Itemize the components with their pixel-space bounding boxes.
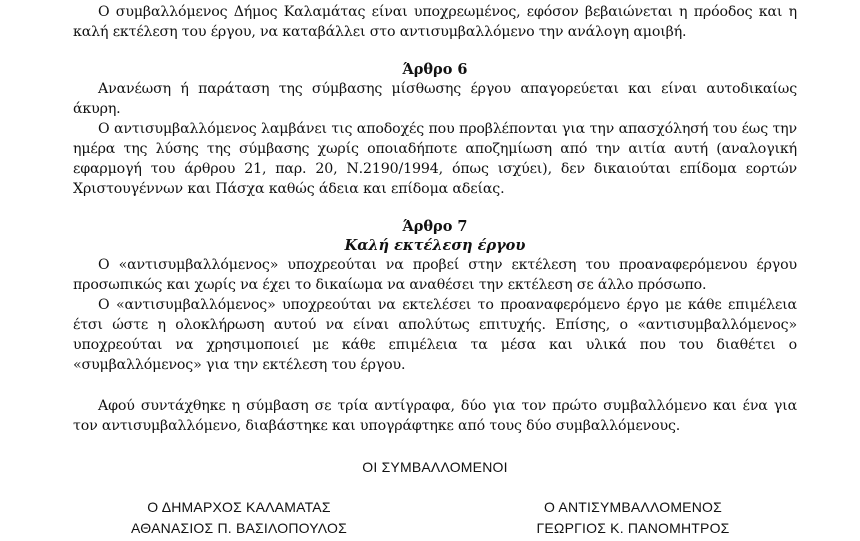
article-7-paragraph-1: Ο «αντισυμβαλλόμενος» υποχρεούται να προβεί στην εκτέλεση του προαναφερόμενου έργου προσωπικώς και χωρίς να έχει το δικαίωμα να αναθέσει την εκτέλεση σε άλλο πρόσωπο.: [73, 257, 797, 293]
signatories-title: ΟΙ ΣΥΜΒΑΛΛΟΜΕΝΟΙ: [362, 459, 508, 475]
article-6-paragraph-2: Ο αντισυμβαλλόμενος λαμβάνει τις αποδοχές που προβλέπονται για την απασχόλησή του έως την ημέρα της λύσης της σύμβασης χωρίς οποιαδήποτε αποζημίωση από την αιτία αυτή (αναλογική εφαρμογή του άρθρου 21, παρ. 20, Ν.2190/1994, όπως ισχύει), δεν δικαιούται επίδομα εορτών Χριστουγέννων και Πάσχα καθώς άδεια και επίδομα αδείας.: [73, 121, 797, 197]
article-6: [73, 60, 797, 199]
spacer: [73, 436, 797, 457]
contractor-name: ΓΕΩΡΓΙΟΣ Κ. ΠΑΝΟΜΗΤΡΟΣ: [536, 520, 730, 536]
contractor-role: Ο ΑΝΤΙΣΥΜΒΑΛΛΟΜΕΝΟΣ: [544, 499, 722, 515]
contractor-signature: [528, 497, 738, 539]
mayor-signature: [124, 497, 354, 539]
article-6-paragraph-1: Ανανέωση ή παράταση της σύμβασης μίσθωσης έργου απαγορεύεται και είναι αυτοδικαίως άκυρη.: [73, 81, 797, 117]
article-7-heading: Άρθρο 7: [402, 218, 468, 235]
closing-paragraph: Αφού συντάχθηκε η σύμβαση σε τρία αντίγραφα, δύο για τον πρώτο συμβαλλόμενο και ένα για τον αντισυμβαλλόμενο, διαβάστηκε και υπογράφτηκε από τους δύο συμβαλλόμενους.: [73, 398, 797, 434]
article-7-paragraph-2: Ο «αντισυμβαλλόμενος» υποχρεούται να εκτελέσει το προαναφερόμενο έργο με κάθε επιμέλεια έτσι ώστε η ολοκλήρωση αυτού να είναι απολύτως επιτυχής. Επίσης, ο «αντισυμβαλλόμενος» υποχρεούται να χρησιμοποιεί με κάθε επιμέλεια τα μέσα και υλικά που του διαθέτει ο «συμβαλλόμενος» για την εκτέλεση του έργου.: [73, 297, 797, 373]
article-6-heading: Άρθρο 6: [402, 61, 468, 78]
mayor-role: Ο ΔΗΜΑΡΧΟΣ ΚΑΛΑΜΑΤΑΣ: [147, 499, 331, 515]
mayor-name: ΑΘΑΝΑΣΙΟΣ Π. ΒΑΣΙΛΟΠΟΥΛΟΣ: [131, 520, 347, 536]
signature-block: [73, 497, 797, 541]
spacer: [73, 477, 797, 497]
payment-obligation-paragraph: Ο συμβαλλόμενος Δήμος Καλαμάτας είναι υποχρεωμένος, εφόσον βεβαιώνεται η πρόοδος και η καλή εκτέλεση του έργου, να καταβάλλει στο αντισυμβαλλόμενο την ανάλογη αμοιβή.: [73, 4, 797, 40]
spacer: [73, 375, 797, 396]
spacer: [73, 42, 797, 60]
article-7-subheading: Καλή εκτέλεση έργου: [344, 237, 526, 254]
document-page: [73, 2, 797, 541]
article-7: [73, 217, 797, 375]
spacer: [73, 199, 797, 217]
